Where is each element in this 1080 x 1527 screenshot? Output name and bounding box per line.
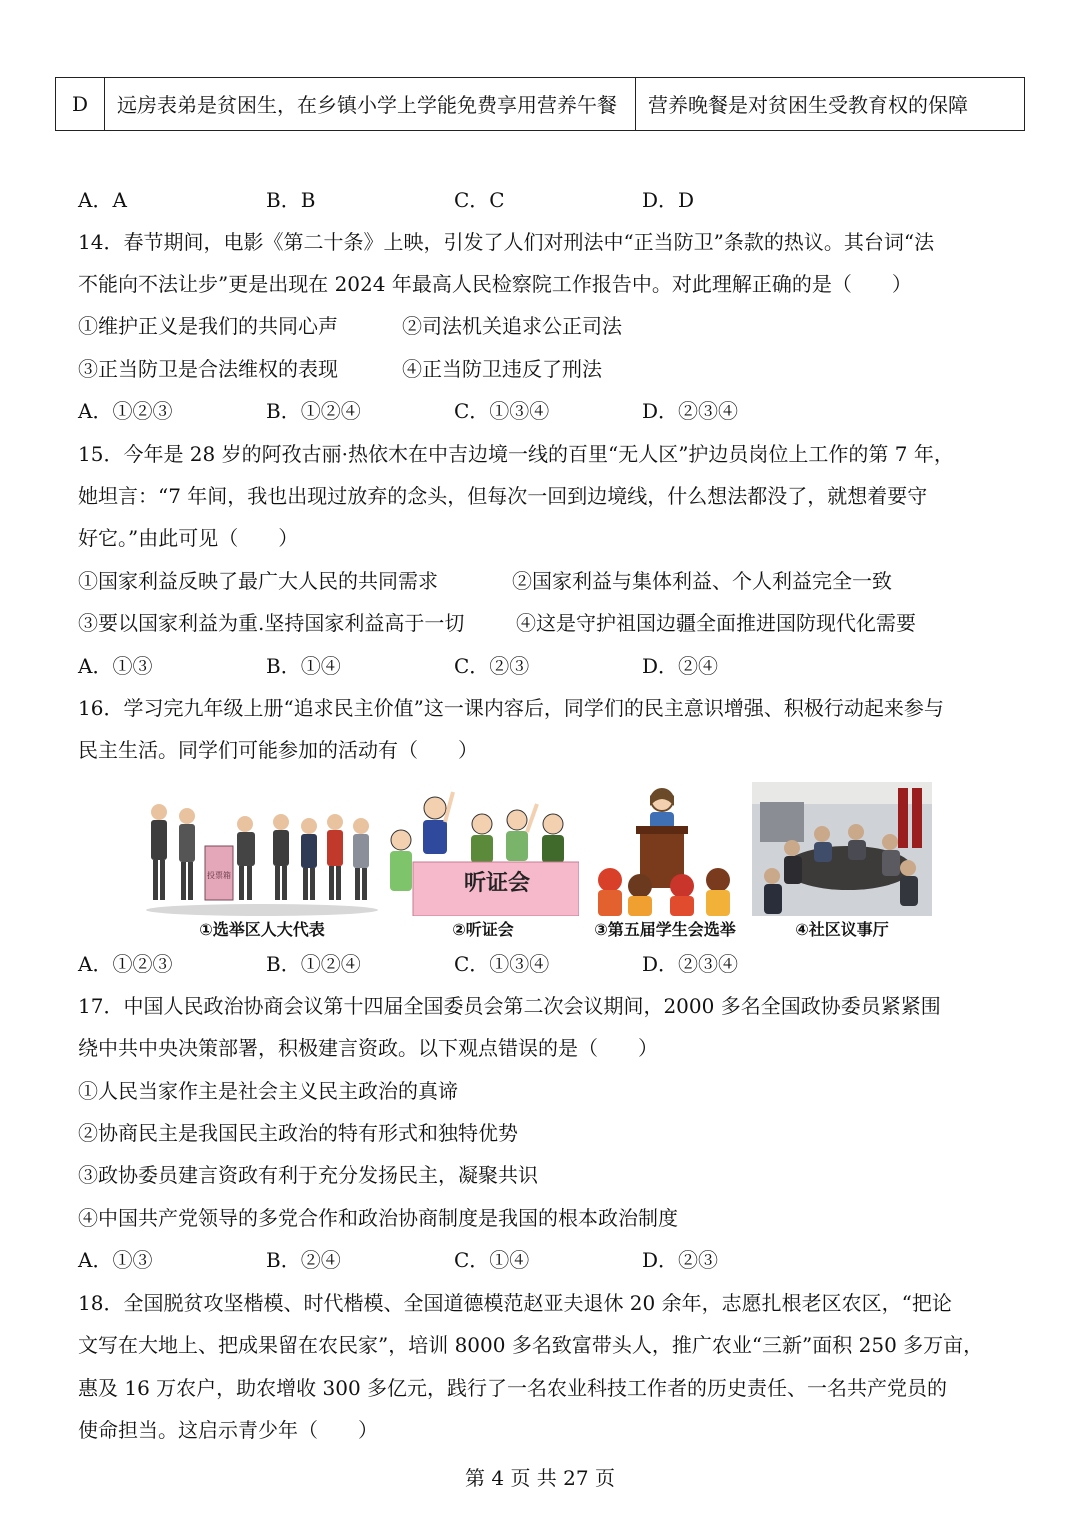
caption-2: ②听证会 [452, 920, 514, 939]
option-table [55, 77, 1025, 131]
choice-b[interactable]: B．①④ [266, 654, 341, 678]
illustration-election [143, 782, 381, 942]
choice-b[interactable]: B．②④ [266, 1248, 341, 1272]
q17-statement-1: ①人民当家作主是社会主义民主政治的真谛 [78, 1079, 458, 1103]
q16-stem-line: 民主生活。同学们可能参加的活动有（ ） [78, 738, 478, 762]
q14-statement-4: ④正当防卫违反了刑法 [402, 357, 602, 381]
choice-a[interactable]: A．①②③ [78, 952, 173, 976]
page-footer: 第 4 页 共 27 页 [465, 1466, 615, 1490]
q14-stem-line: 不能向不法让步”更是出现在 2024 年最高人民检察院工作报告中。对此理解正确的是（ ） [78, 272, 912, 296]
illustration-community-council [752, 782, 932, 942]
caption-1: ①选举区人大代表 [199, 920, 325, 939]
q14-choices [78, 397, 978, 425]
q16-stem-line: 16．学习完九年级上册“追求民主价值”这一课内容后，同学们的民主意识增强、积极行动起来参与 [78, 696, 944, 720]
choice-b[interactable]: B．B [266, 188, 316, 212]
choice-a[interactable]: A．A [78, 188, 127, 212]
q16-choices [78, 950, 978, 978]
q17-stem-line: 17．中国人民政治协商会议第十四届全国委员会第二次会议期间，2000 多名全国政协委员紧紧围 [78, 994, 941, 1018]
table-row [56, 78, 1025, 131]
row-analysis: 营养晚餐是对贫困生受教育权的保障 [636, 78, 1025, 131]
caption-3: ③第五届学生会选举 [594, 920, 736, 939]
choice-a[interactable]: A．①②③ [78, 399, 173, 423]
choice-c[interactable]: C．①④ [454, 1248, 530, 1272]
q18-stem-line: 文写在大地上、把成果留在农民家”，培训 8000 多名致富带头人，推广农业“三新”面积 250 多万亩， [78, 1333, 984, 1357]
q14-statement-2: ②司法机关追求公正司法 [402, 314, 622, 338]
choice-d[interactable]: D．②③④ [642, 952, 739, 976]
voting-people-icon [143, 782, 381, 916]
hearing-banner: 听证会 [463, 870, 531, 896]
podium-speaker-icon [590, 782, 740, 916]
q15-statement-3: ③要以国家利益为重.坚持国家利益高于一切 [78, 611, 465, 635]
q17-choices [78, 1246, 978, 1274]
choice-a[interactable]: A．①③ [78, 654, 153, 678]
q17-stem-line: 绕中共中央决策部署，积极建言资政。以下观点错误的是（ ） [78, 1036, 658, 1060]
q15-statement-1: ①国家利益反映了最广大人民的共同需求 [78, 569, 438, 593]
illustration-hearing [387, 782, 579, 942]
q17-statement-4: ④中国共产党领导的多党合作和政治协商制度是我国的根本政治制度 [78, 1206, 678, 1230]
choice-a[interactable]: A．①③ [78, 1248, 153, 1272]
q18-stem-line: 使命担当。这启示青少年（ ） [78, 1418, 378, 1442]
q15-stem-line: 她坦言：“7 年间，我也出现过放弃的念头，但每次一回到边境线，什么想法都没了，就想着要守 [78, 484, 928, 508]
row-situation: 远房表弟是贫困生，在乡镇小学上学能免费享用营养午餐 [105, 78, 636, 131]
choice-c[interactable]: C．①③④ [454, 399, 550, 423]
q18-stem-line: 惠及 16 万农户，助农增收 300 多亿元，践行了一名农业科技工作者的历史责任、一名共产党员的 [78, 1376, 948, 1400]
q14-stem-line: 14．春节期间，电影《第二十条》上映，引发了人们对刑法中“正当防卫”条款的热议。其台词“法 [78, 230, 935, 254]
q13-choices [78, 186, 978, 214]
ballot-box-label: 投票箱 [207, 871, 231, 880]
q15-statement-2: ②国家利益与集体利益、个人利益完全一致 [512, 569, 892, 593]
row-letter: D [56, 78, 105, 131]
q17-statement-3: ③政协委员建言资政有利于充分发扬民主，凝聚共识 [78, 1163, 538, 1187]
q15-statement-4: ④这是守护祖国边疆全面推进国防现代化需要 [516, 611, 916, 635]
community-meeting-icon [752, 782, 932, 916]
caption-4: ④社区议事厅 [795, 920, 889, 939]
q14-statement-1: ①维护正义是我们的共同心声 [78, 314, 338, 338]
choice-d[interactable]: D．D [642, 188, 695, 212]
q14-statement-3: ③正当防卫是合法维权的表现 [78, 357, 338, 381]
q17-statement-2: ②协商民主是我国民主政治的特有形式和独特优势 [78, 1121, 518, 1145]
hearing-meeting-icon [387, 782, 579, 916]
choice-b[interactable]: B．①②④ [266, 399, 361, 423]
choice-d[interactable]: D．②④ [642, 654, 719, 678]
q15-choices [78, 652, 978, 680]
choice-c[interactable]: C．①③④ [454, 952, 550, 976]
q15-stem-line: 好它。”由此可见（ ） [78, 526, 299, 550]
choice-d[interactable]: D．②③ [642, 1248, 719, 1272]
q15-stem-line: 15．今年是 28 岁的阿孜古丽·热依木在中吉边境一线的百里“无人区”护边员岗位上工作的第 7 年， [78, 442, 954, 466]
choice-d[interactable]: D．②③④ [642, 399, 739, 423]
illustration-student-election [590, 782, 740, 942]
choice-b[interactable]: B．①②④ [266, 952, 361, 976]
choice-c[interactable]: C．②③ [454, 654, 530, 678]
q18-stem-line: 18．全国脱贫攻坚楷模、时代楷模、全国道德模范赵亚夫退休 20 余年，志愿扎根老区农区，“把论 [78, 1291, 952, 1315]
choice-c[interactable]: C．C [454, 188, 505, 212]
